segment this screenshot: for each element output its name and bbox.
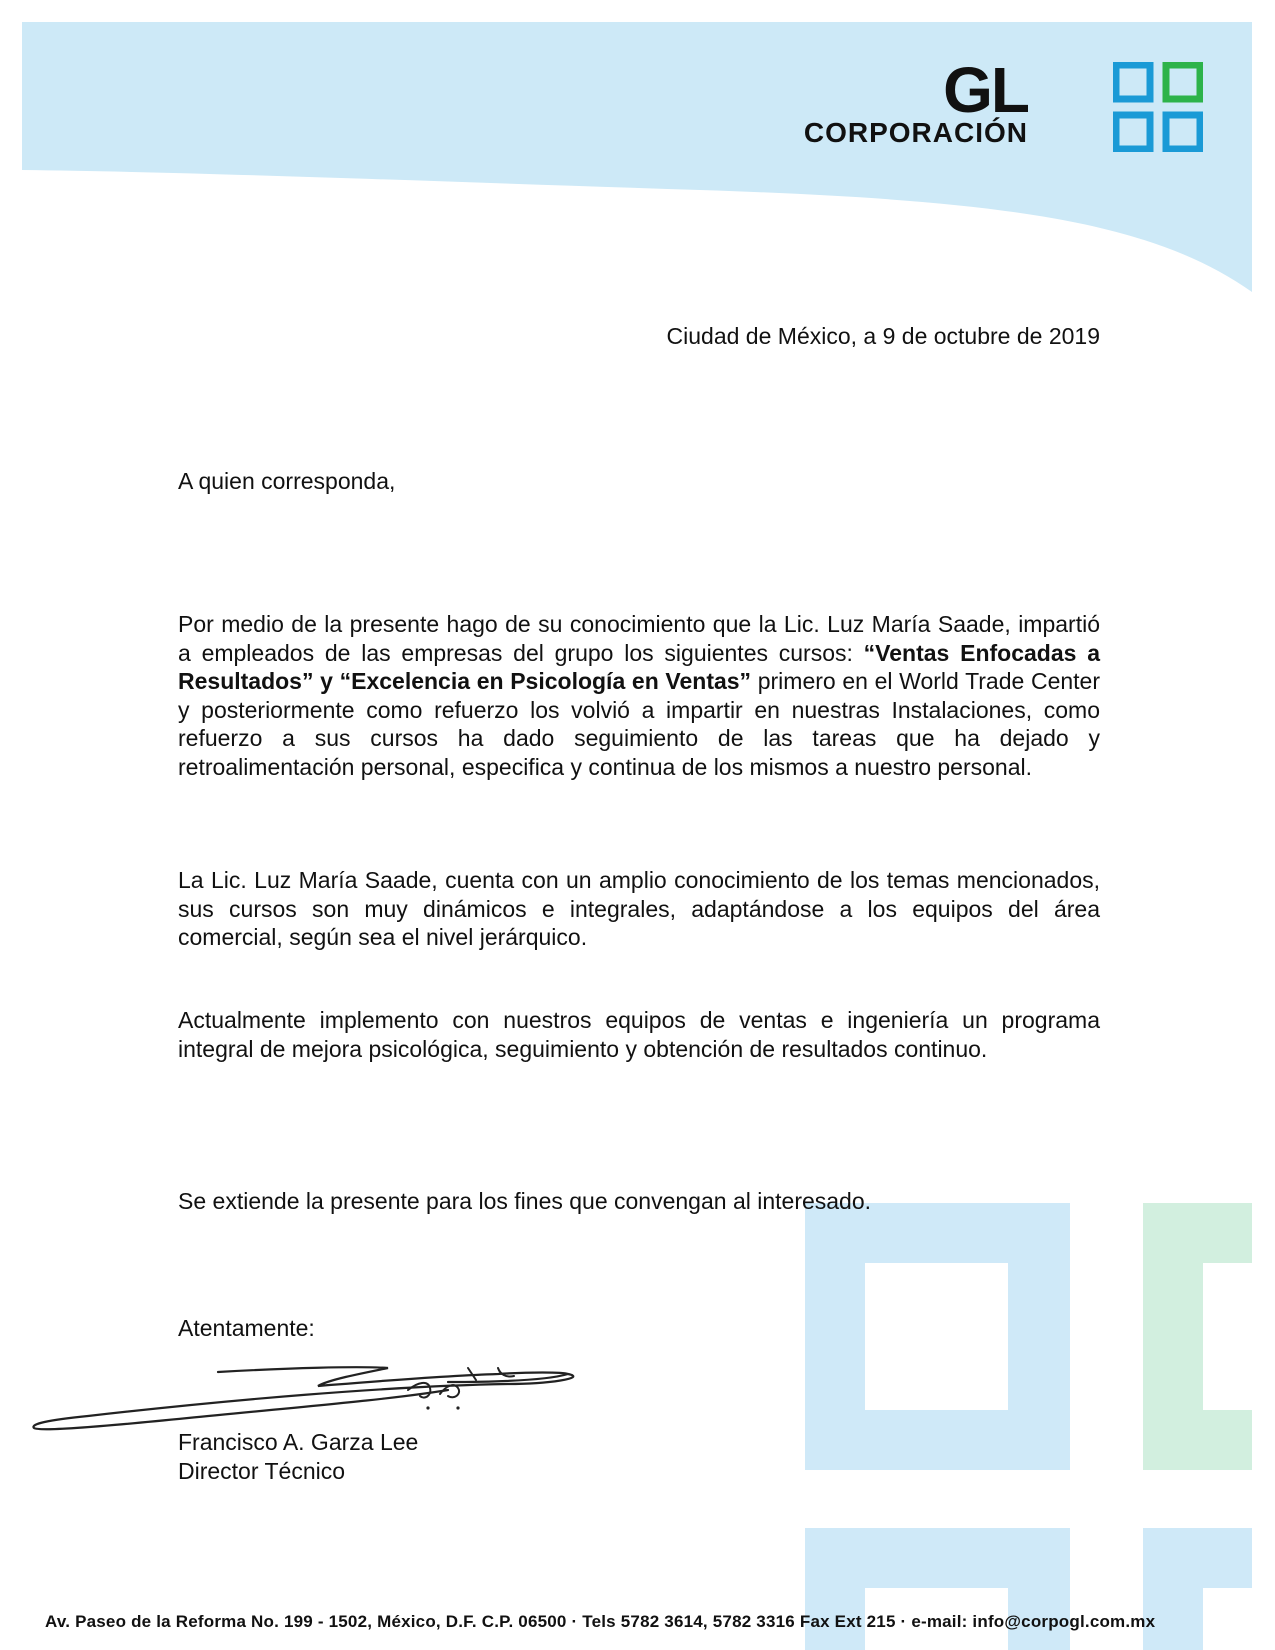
signer-title: Director Técnico bbox=[178, 1458, 346, 1484]
course-2-title: “Excelencia en Psicología en Ventas” bbox=[339, 668, 752, 695]
course-1-title: “Ventas Enfocadas a Resultados” bbox=[178, 639, 1100, 695]
letter-paragraph-2: La Lic. Luz María Saade, cuenta con un amplio conocimiento de los temas mencionados, sus cursos son muy dinámicos e integrales, adaptándose a los equipos del área comercial, según sea el nivel jerárquico. bbox=[178, 867, 1100, 951]
logo-corporacion-text: CORPORACIÓN bbox=[803, 117, 1028, 148]
letter-paragraph-3: Actualmente implemento con nuestros equipos de ventas e ingeniería un programa integral de mejora psicológica, seguimiento y obtención de resultados continuo. bbox=[178, 1007, 1100, 1062]
course-connector: y bbox=[313, 668, 340, 695]
deco-blue-square bbox=[805, 1203, 1070, 1470]
signer-name: Francisco A. Garza Lee bbox=[178, 1429, 419, 1455]
deco-green-square bbox=[1143, 1203, 1252, 1470]
footer-contact-info: Av. Paseo de la Reforma No. 199 - 1502, México, D.F. C.P. 06500 · Tels 5782 3614, 5782 3316 Fax Ext 215 · e-mail: info@corpogl.com.mx bbox=[45, 1612, 1156, 1631]
logo-gl-text: GL bbox=[943, 54, 1028, 126]
p1-rest: primero en el World Trade Center y posteriormente como refuerzo los volvió a impartir en nuestras Instalaciones, como refuerzo a sus cursos ha dado seguimiento de las tareas que ha dejado y retroalimentación personal, especifica y continua de los mismos a nuestro personal. bbox=[178, 668, 1100, 780]
p1-intro: Por medio de la presente hago de su conocimiento que la Lic. Luz María Saade, impartió a empleados de las empresas del grupo los siguientes cursos: bbox=[178, 611, 1100, 666]
letter-closing-line: Se extiende la presente para los fines que convengan al interesado. bbox=[178, 1188, 872, 1214]
letter-valediction: Atentamente: bbox=[178, 1315, 315, 1341]
letter-date: Ciudad de México, a 9 de octubre de 2019 bbox=[666, 323, 1100, 349]
letter-paragraph-1 bbox=[178, 610, 1100, 782]
company-logo bbox=[788, 54, 1208, 158]
letter-salutation: A quien corresponda, bbox=[178, 468, 396, 494]
logo-squares-icon bbox=[1113, 62, 1203, 152]
